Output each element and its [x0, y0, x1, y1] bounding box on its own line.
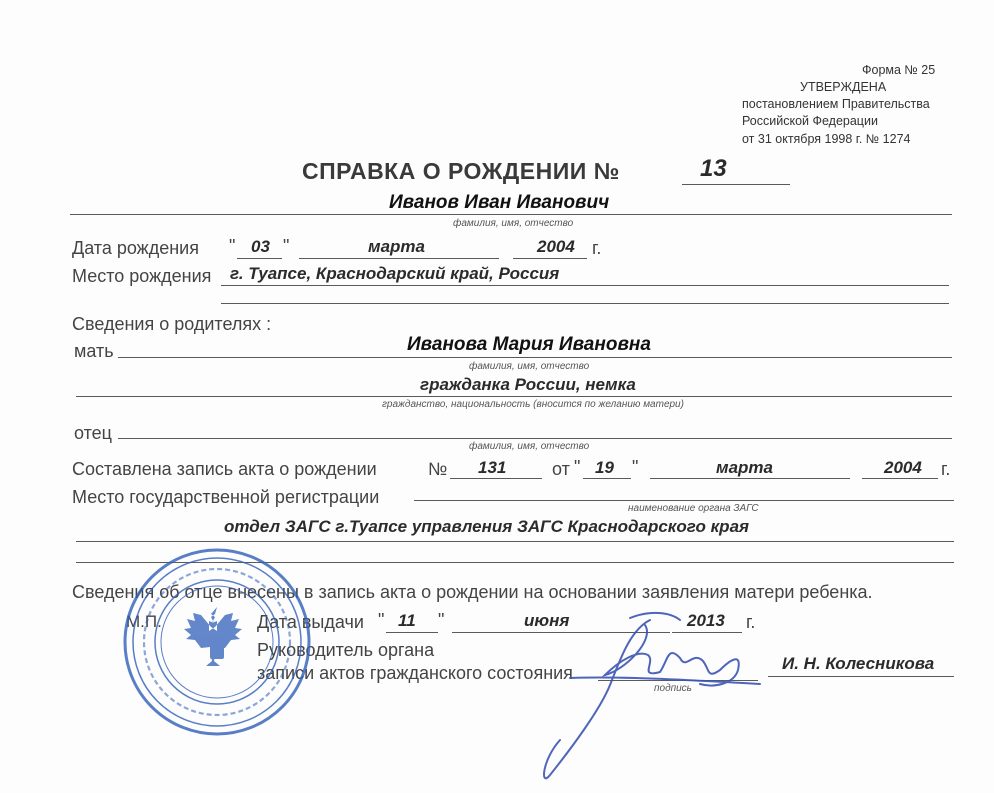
- signature-hint: подпись: [654, 683, 692, 694]
- registration-place-line: [414, 500, 954, 501]
- issue-day-quote-close: ": [438, 610, 445, 630]
- record-day-quote-close: ": [632, 457, 639, 477]
- mother-label: мать: [74, 341, 114, 361]
- certificate-number: 13: [700, 155, 727, 182]
- record-number-line: [450, 478, 542, 479]
- record-month: марта: [716, 458, 773, 477]
- record-number: 131: [478, 458, 507, 477]
- mother-name-line: [118, 357, 952, 358]
- approved-label: УТВЕРЖДЕНА: [800, 80, 887, 94]
- birth-place-label: Место рождения: [72, 266, 212, 286]
- title-number-line: [682, 184, 790, 185]
- birth-date-label: Дата рождения: [72, 238, 199, 258]
- mother-citizenship-line: [76, 396, 952, 397]
- issue-day: 11: [398, 611, 416, 630]
- record-day-quote-open: ": [574, 457, 581, 477]
- record-month-line: [650, 478, 850, 479]
- birth-year-suffix: г.: [592, 238, 602, 258]
- birth-place-line-2: [221, 303, 949, 304]
- registration-hint: наименование органа ЗАГС: [628, 503, 759, 514]
- double-headed-eagle-icon: [184, 607, 242, 666]
- issue-year: 2013: [687, 611, 725, 630]
- child-name-hint: фамилия, имя, отчество: [453, 218, 574, 229]
- father-name-line: [118, 438, 952, 439]
- issue-year-suffix: г.: [746, 612, 756, 632]
- head-name: И. Н. Колесникова: [782, 654, 935, 673]
- record-label: Составлена запись акта о рождении: [72, 459, 377, 479]
- form-number: Форма № 25: [862, 63, 936, 77]
- birth-day: 03: [251, 237, 270, 256]
- record-number-sign: №: [428, 459, 448, 479]
- stamp-place-label: М.П.: [126, 612, 162, 631]
- head-label-line-1: Руководитель органа: [257, 640, 435, 660]
- approved-date: от 31 октября 1998 г. № 1274: [742, 132, 911, 146]
- record-year: 2004: [884, 458, 922, 477]
- issue-day-quote-open: ": [378, 610, 385, 630]
- record-year-line: [862, 478, 938, 479]
- approved-by-line-1: постановлением Правительства: [742, 97, 930, 111]
- birth-place-line: [221, 285, 949, 286]
- mother-citizenship: гражданка России, немка: [420, 375, 636, 394]
- mother-name-hint: фамилия, имя, отчество: [469, 361, 590, 372]
- child-name-line: [70, 214, 952, 215]
- birth-month: марта: [368, 237, 425, 256]
- record-day: 19: [595, 458, 614, 477]
- birth-day-quote-open: ": [229, 236, 236, 256]
- record-day-line: [583, 478, 631, 479]
- parents-label: Сведения о родителях :: [72, 314, 272, 334]
- father-label: отец: [74, 423, 112, 443]
- handwritten-signature: [530, 600, 770, 790]
- father-name-hint: фамилия, имя, отчество: [469, 441, 590, 452]
- basis-statement: Сведения об отце внесены в запись акта о рождении на основании заявления матери ребенка.: [72, 582, 873, 602]
- birth-month-line: [299, 258, 499, 259]
- record-year-suffix: г.: [941, 459, 951, 479]
- approved-by-line-2: Российской Федерации: [742, 114, 878, 128]
- record-from-label: от: [552, 459, 570, 479]
- birth-place: г. Туапсе, Краснодарский край, Россия: [230, 264, 560, 283]
- birth-day-quote-close: ": [283, 236, 290, 256]
- birth-year: 2004: [537, 237, 575, 256]
- registration-office-line: [76, 541, 954, 542]
- registration-place-label: Место государственной регистрации: [72, 487, 380, 507]
- official-stamp: [120, 545, 315, 740]
- birth-day-line: [237, 258, 282, 259]
- birth-year-line: [513, 258, 587, 259]
- mother-citizenship-hint: гражданство, национальность (вносится по желанию матери): [382, 399, 684, 410]
- registration-office: отдел ЗАГС г.Туапсе управления ЗАГС Краснодарского края: [224, 517, 750, 536]
- issue-day-line: [386, 632, 438, 633]
- child-full-name: Иванов Иван Иванович: [389, 192, 610, 213]
- mother-full-name: Иванова Мария Ивановна: [407, 334, 651, 355]
- issue-month: июня: [524, 611, 570, 630]
- head-name-line: [768, 676, 954, 677]
- head-label-line-2: записи актов гражданского состояния: [257, 663, 573, 683]
- document-title: СПРАВКА О РОЖДЕНИИ №: [302, 158, 620, 184]
- issue-date-label: Дата выдачи: [257, 612, 364, 632]
